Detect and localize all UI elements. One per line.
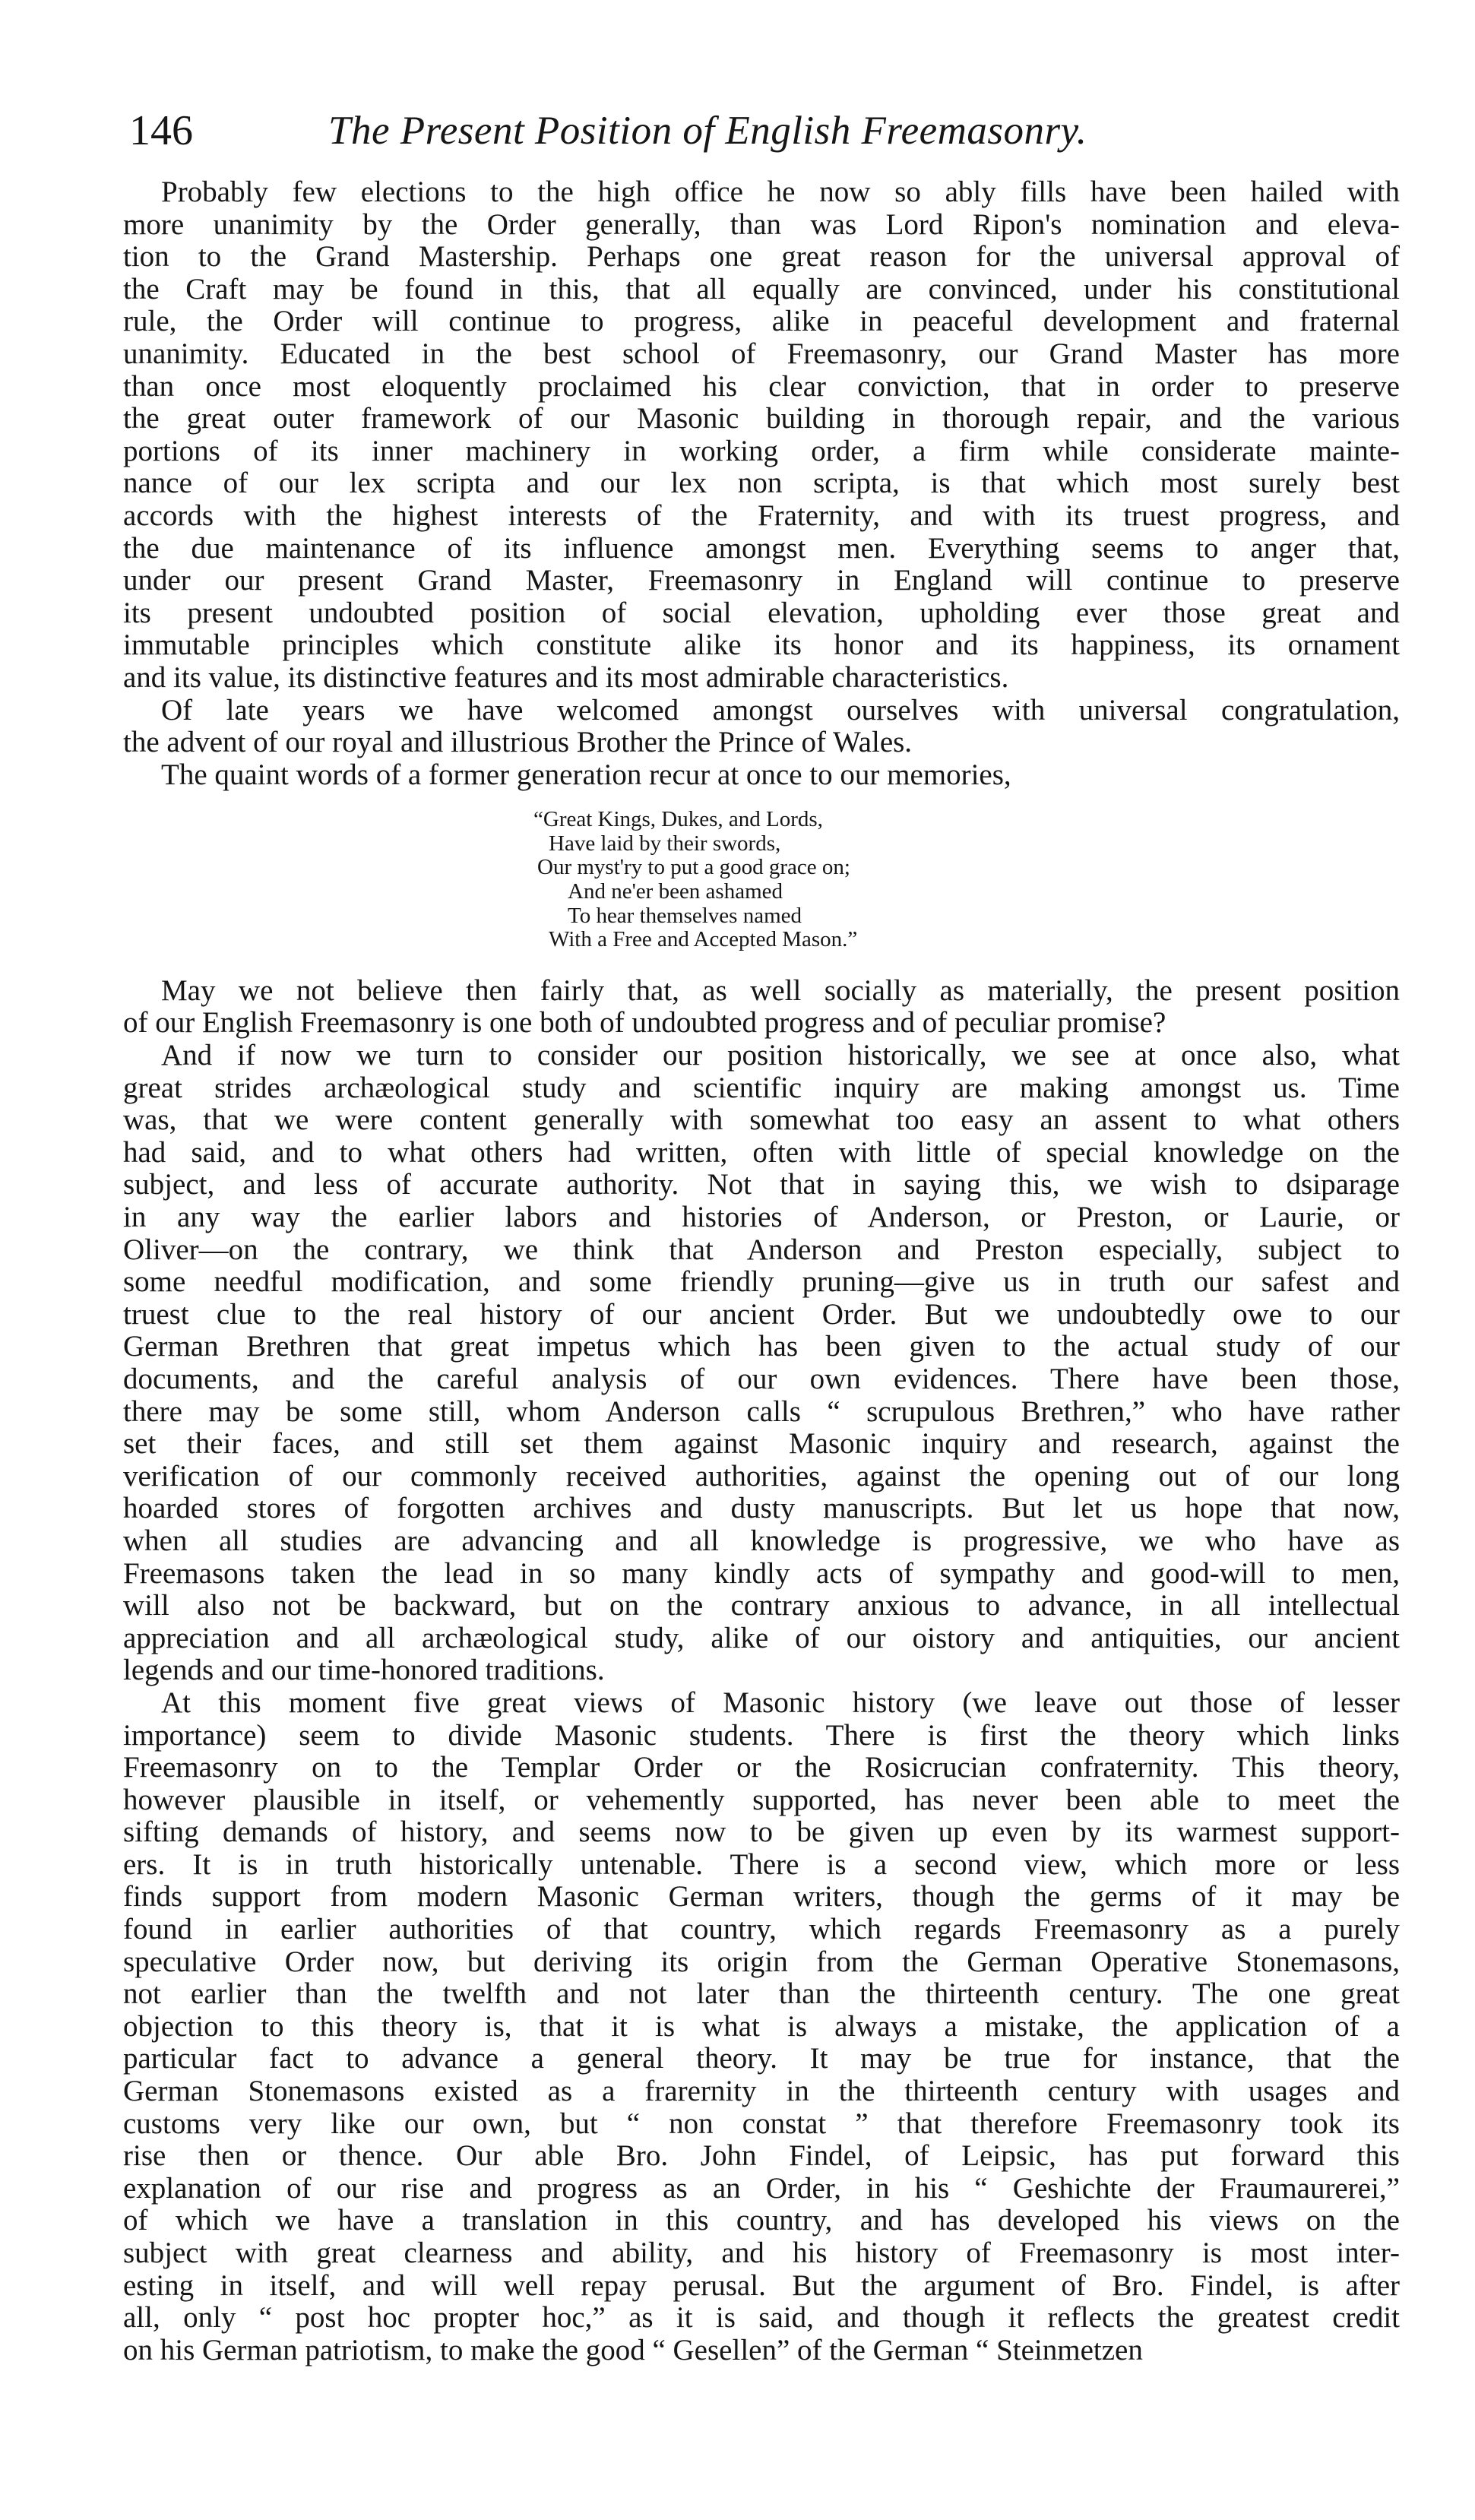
text-line: verification of our commonly received authorities, against the opening out of our long (123, 1460, 1400, 1493)
text-line: had said, and to what others had written, often with little of special knowledge on the (123, 1136, 1400, 1169)
text-line: Freemasonry on to the Templar Order or the Rosicrucian confraternity. This theory, (123, 1752, 1400, 1784)
paragraph (123, 975, 1400, 1040)
text-line: German Brethren that great impetus which has been given to the actual study of our (123, 1331, 1400, 1363)
text-line: Probably few elections to the high office he now so ably fills have been hailed with (161, 176, 1400, 208)
text-line: finds support from modern Masonic German writers, though the germs of it may be (123, 1881, 1400, 1914)
verse-line: With a Free and Accepted Mason.” (549, 927, 858, 952)
text-line: than once most eloquently proclaimed his clear conviction, that in order to preserve (123, 370, 1400, 403)
text-line: more unanimity by the Order generally, than was Lord Ripon's nomination and eleva- (123, 208, 1400, 241)
paragraph (123, 1687, 1400, 2366)
text-line: under our present Grand Master, Freemasonry in England will continue to preserve (123, 565, 1400, 597)
text-line: unanimity. Educated in the best school of Freemasonry, our Grand Master has more (123, 337, 1400, 370)
text-line: legends and our time-honored traditions. (123, 1654, 605, 1687)
text-line: found in earlier authorities of that country, which regards Freemasonry as a purely (123, 1914, 1400, 1946)
text-line: all, only “ post hoc propter hoc,” as it is said, and though it reflects the greatest credit (123, 2302, 1400, 2335)
text-line: subject with great clearness and ability, and his history of Freemasonry is most inter- (123, 2237, 1400, 2269)
text-line: the due maintenance of its influence amongst men. Everything seems to anger that, (123, 532, 1400, 565)
text-line: in any way the earlier labors and histories of Anderson, or Preston, or Laurie, or (123, 1201, 1400, 1233)
text-line: hoarded stores of forgotten archives and dusty manuscripts. But let us hope that now, (123, 1493, 1400, 1525)
body-text (123, 176, 1400, 2366)
text-line: And if now we turn to consider our position historically, we see at once also, what (161, 1040, 1400, 1072)
text-line: particular fact to advance a general theory. It may be true for instance, that the (123, 2043, 1400, 2075)
text-line: rule, the Order will continue to progress, alike in peaceful development and fraternal (123, 306, 1400, 338)
text-line: was, that we were content generally with somewhat too easy an assent to what others (123, 1104, 1400, 1137)
text-line: on his German patriotism, to make the good “ Gesellen” of the German “ Steinmetzen (123, 2334, 1143, 2366)
text-line: great strides archæological study and scientific inquiry are making amongst us. Time (123, 1072, 1400, 1104)
text-line: importance) seem to divide Masonic students. There is first the theory which links (123, 1719, 1400, 1752)
paragraph (123, 695, 1400, 759)
text-line: there may be some still, whom Anderson calls “ scrupulous Brethren,” who have rather (123, 1395, 1400, 1428)
paragraph (123, 759, 1400, 792)
text-line: Oliver—on the contrary, we think that Anderson and Preston especially, subject to (123, 1233, 1400, 1266)
text-line: Freemasons taken the lead in so many kindly acts of sympathy and good-will to men, (123, 1557, 1400, 1590)
text-line: the great outer framework of our Masonic building in thorough repair, and the various (123, 403, 1400, 435)
text-line: appreciation and all archæological study, alike of our oistory and antiquities, our ancient (123, 1622, 1400, 1654)
text-line: documents, and the careful analysis of our own evidences. There have been those, (123, 1363, 1400, 1395)
paragraph (123, 1040, 1400, 1687)
paragraphs-before-verse (123, 176, 1400, 791)
text-line: the advent of our royal and illustrious Brother the Prince of Wales. (123, 727, 913, 759)
paragraph (123, 176, 1400, 695)
verse-line: To hear themselves named (568, 903, 802, 928)
text-line: explanation of our rise and progress as an Order, in his “ Geshichte der Fraumaurerei,” (123, 2172, 1400, 2205)
verse-line: Have laid by their swords, (549, 831, 781, 856)
text-line: will also not be backward, but on the contrary anxious to advance, in all intellectual (123, 1590, 1400, 1622)
text-line: truest clue to the real history of our ancient Order. But we undoubtedly owe to our (123, 1298, 1400, 1331)
text-line: set their faces, and still set them against Masonic inquiry and research, against the (123, 1428, 1400, 1461)
text-line: and its value, its distinctive features and its most admirable characteristics. (123, 661, 1009, 694)
text-line: subject, and less of accurate authority. Not that in saying this, we wish to dsiparage (123, 1169, 1400, 1201)
text-line: rise then or thence. Our able Bro. John Findel, of Leipsic, has put forward this (123, 2140, 1400, 2173)
text-line: speculative Order now, but deriving its origin from the German Operative Stonemasons, (123, 1945, 1400, 1978)
quoted-verse (123, 791, 1400, 975)
page-number: 146 (129, 107, 193, 154)
text-line: esting in itself, and will well repay perusal. But the argument of Bro. Findel, is after (123, 2269, 1400, 2302)
text-line: ers. It is in truth historically untenable. There is a second view, which more or less (123, 1848, 1400, 1881)
text-line: its present undoubted position of social elevation, upholding ever those great and (123, 597, 1400, 629)
text-line: Of late years we have welcomed amongst ourselves with universal congratulation, (161, 694, 1400, 727)
verse-line: And ne'er been ashamed (568, 879, 783, 904)
verse-line: “Great Kings, Dukes, and Lords, (533, 807, 823, 832)
text-line: The quaint words of a former generation recur at once to our memories, (161, 758, 1011, 791)
text-line: May we not believe then fairly that, as well socially as materially, the present position (161, 974, 1400, 1007)
text-line: some needful modification, and some friendly pruning—give us in truth our safest and (123, 1266, 1400, 1299)
verse-line: Our myst'ry to put a good grace on; (537, 855, 850, 880)
text-line: German Stonemasons existed as a frarernity in the thirteenth century with usages and (123, 2075, 1400, 2108)
running-title: The Present Position of English Freemasonry. (328, 109, 1087, 153)
text-line: accords with the highest interests of the Fraternity, and with its truest progress, and (123, 499, 1400, 532)
text-line: At this moment five great views of Masonic history (we leave out those of lesser (161, 1686, 1400, 1719)
text-line: tion to the Grand Mastership. Perhaps one great reason for the universal approval of (123, 241, 1400, 274)
text-line: immutable principles which constitute alike its honor and its happiness, its ornament (123, 629, 1400, 662)
text-line: however plausible in itself, or vehemently supported, has never been able to meet the (123, 1784, 1400, 1816)
text-line: not earlier than the twelfth and not later than the thirteenth century. The one great (123, 1978, 1400, 2011)
text-line: sifting demands of history, and seems now to be given up even by its warmest support- (123, 1816, 1400, 1849)
paragraphs-after-verse (123, 975, 1400, 2367)
text-line: portions of its inner machinery in working order, a firm while considerate mainte- (123, 435, 1400, 467)
text-line: nance of our lex scripta and our lex non scripta, is that which most surely best (123, 467, 1400, 500)
text-line: of our English Freemasonry is one both of undoubted progress and of peculiar promise? (123, 1007, 1166, 1040)
page-header (129, 100, 1391, 161)
text-line: when all studies are advancing and all knowledge is progressive, we who have as (123, 1524, 1400, 1557)
text-line: customs very like our own, but “ non constat ” that therefore Freemasonry took its (123, 2107, 1400, 2140)
text-line: the Craft may be found in this, that all equally are convinced, under his constitutional (123, 273, 1400, 306)
text-line: of which we have a translation in this country, and has developed his views on the (123, 2205, 1400, 2237)
text-line: objection to this theory is, that it is what is always a mistake, the application of a (123, 2010, 1400, 2043)
